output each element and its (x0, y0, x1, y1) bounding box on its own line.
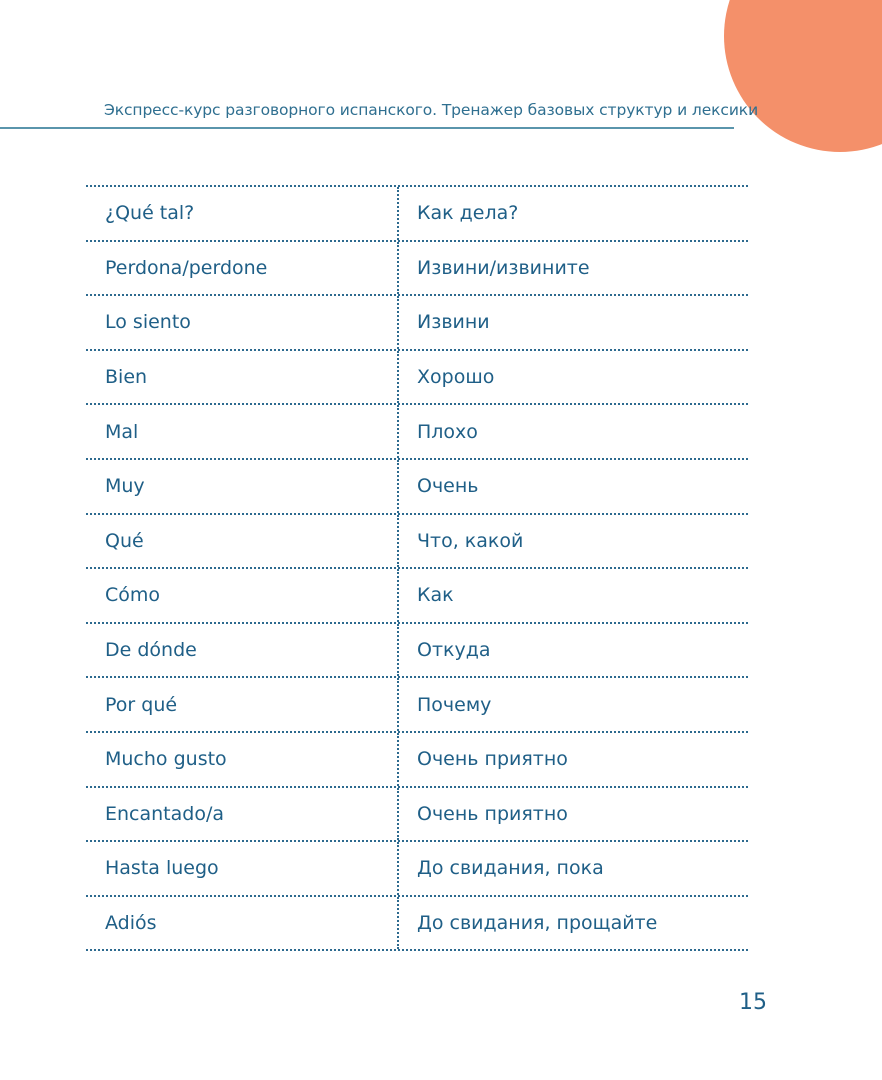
russian-translation: Очень приятно (417, 802, 568, 825)
spanish-term: Perdona/perdone (86, 242, 399, 295)
russian-translation: Как дела? (417, 202, 519, 225)
spanish-term: Qué (86, 515, 399, 568)
spanish-term: Cómo (86, 569, 399, 622)
russian-translation: Извини (417, 311, 490, 334)
table-row (86, 460, 748, 515)
spanish-term: Bien (86, 351, 399, 404)
table-row (86, 515, 748, 570)
spanish-term: Lo siento (86, 296, 399, 349)
header-divider (0, 127, 734, 129)
vocabulary-table (86, 185, 748, 951)
russian-translation: Откуда (417, 639, 491, 662)
spanish-term: Adiós (86, 897, 399, 950)
russian-translation: Извини/извините (417, 256, 590, 279)
spanish-term: Hasta luego (86, 842, 399, 895)
table-row (86, 296, 748, 351)
page-number: 15 (739, 990, 767, 1015)
russian-translation: Очень приятно (417, 748, 568, 771)
spanish-term: ¿Qué tal? (86, 187, 399, 240)
table-row (86, 842, 748, 897)
russian-translation: Что, какой (417, 529, 524, 552)
russian-translation: До свидания, пока (417, 857, 604, 880)
russian-translation: Как (417, 584, 454, 607)
spanish-term: De dónde (86, 624, 399, 677)
table-row (86, 624, 748, 679)
spanish-term: Mal (86, 405, 399, 458)
russian-translation: До свидания, прощайте (417, 912, 658, 935)
russian-translation: Хорошо (417, 366, 495, 389)
table-row (86, 351, 748, 406)
decorative-circle (724, 0, 882, 152)
table-row (86, 733, 748, 788)
table-row (86, 405, 748, 460)
spanish-term: Mucho gusto (86, 733, 399, 786)
spanish-term: Muy (86, 460, 399, 513)
running-header: Экспресс-курс разговорного испанского. Тренажер базовых структур и лексики (104, 101, 759, 119)
table-row (86, 187, 748, 242)
russian-translation: Очень (417, 475, 479, 498)
russian-translation: Почему (417, 693, 492, 716)
spanish-term: Por qué (86, 678, 399, 731)
table-row (86, 569, 748, 624)
spanish-term: Encantado/a (86, 788, 399, 841)
table-row (86, 788, 748, 843)
table-row (86, 897, 748, 952)
table-row (86, 242, 748, 297)
table-row (86, 678, 748, 733)
russian-translation: Плохо (417, 420, 478, 443)
